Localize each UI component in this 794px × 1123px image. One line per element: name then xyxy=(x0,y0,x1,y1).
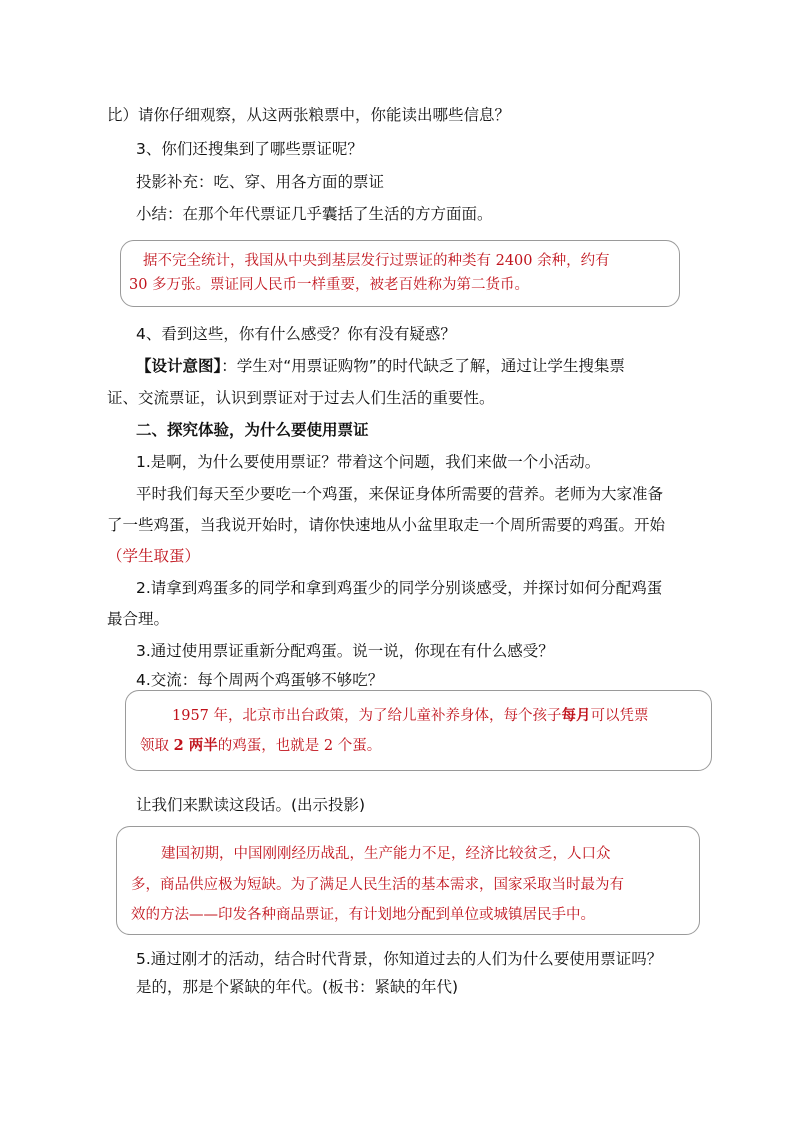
quote-box-history-line-2: 多，商品供应极为短缺。为了满足人民生活的基本需求，国家采取当时最为有 xyxy=(131,877,624,893)
text-line-5: 4、看到这些，你有什么感受？你有没有疑惑？ xyxy=(136,325,456,343)
quote-box-policy-line-1-part-1: 1957 年，北京市出台政策，为了给儿童补养身体，每个孩子 xyxy=(172,708,562,724)
quote-box-policy xyxy=(125,690,712,771)
quote-box-policy-line-2-part-1: 领取 xyxy=(140,738,174,754)
quote-box-history-line-3: 效的方法——印发各种商品票证，有计划地分配到单位或城镇居民手中。 xyxy=(131,907,595,923)
quote-box-policy-line-1-emphasis: 每月 xyxy=(561,707,591,724)
text-line-18: 5.通过刚才的活动，结合时代背景，你知道过去的人们为什么要使用票证吗？ xyxy=(136,950,663,968)
quote-box-policy-line-2 xyxy=(140,735,381,757)
quote-box-policy-line-2-emphasis: 2 两半 xyxy=(173,737,218,754)
text-line-9: 平时我们每天至少要吃一个鸡蛋，来保证身体所需要的营养。老师为大家准备 xyxy=(136,485,664,503)
text-line-12: 2.请拿到鸡蛋多的同学和拿到鸡蛋少的同学分别谈感受，并探讨如何分配鸡蛋 xyxy=(136,579,663,597)
quote-box-statistics-line-2: 30 多万张。票证同人民币一样重要，被老百姓称为第二货币。 xyxy=(129,277,530,293)
design-intent-line xyxy=(136,355,625,377)
quote-box-policy-line-1-part-3: 可以凭票 xyxy=(590,708,649,724)
design-intent-label: 【设计意图】 xyxy=(136,357,222,375)
quote-box-policy-line-2-part-3: 的鸡蛋，也就是 2 个蛋。 xyxy=(217,738,382,754)
quote-box-history xyxy=(116,826,700,935)
text-line-7: 证、交流票证，认识到票证对于过去人们生活的重要性。 xyxy=(107,389,495,407)
text-line-1: 比）请你仔细观察，从这两张粮票中，你能读出哪些信息？ xyxy=(107,106,511,124)
quote-box-history-line-1: 建国初期，中国刚刚经历战乱，生产能力不足，经济比较贫乏，人口众 xyxy=(161,846,611,862)
quote-box-statistics-line-1: 据不完全统计，我国从中央到基层发行过票证的种类有 2400 余种，约有 xyxy=(143,253,610,269)
text-line-3: 投影补充：吃、穿、用各方面的票证 xyxy=(136,173,385,191)
text-line-17: 让我们来默读这段话。(出示投影) xyxy=(136,796,366,814)
text-line-14: 3.通过使用票证重新分配鸡蛋。说一说，你现在有什么感受？ xyxy=(136,642,554,660)
text-line-10: 了一些鸡蛋，当我说开始时，请你快速地从小盆里取走一个周所需要的鸡蛋。开始 xyxy=(107,516,666,534)
text-line-19: 是的，那是个紧缺的年代。(板书：紧缺的年代) xyxy=(136,978,459,996)
student-action-note: （学生取蛋） xyxy=(107,547,201,565)
text-line-13: 最合理。 xyxy=(107,610,170,628)
section-heading: 二、探究体验，为什么要使用票证 xyxy=(136,421,369,439)
quote-box-statistics xyxy=(120,240,680,307)
quote-box-policy-line-1 xyxy=(172,705,649,727)
text-line-2: 3、你们还搜集到了哪些票证呢？ xyxy=(136,140,363,158)
text-line-8: 1.是啊，为什么要使用票证？带着这个问题，我们来做一个小活动。 xyxy=(136,453,601,471)
text-line-4: 小结：在那个年代票证几乎囊括了生活的方方面面。 xyxy=(136,205,493,223)
design-intent-text: ：学生对“用票证购物”的时代缺乏了解，通过让学生搜集票 xyxy=(221,357,625,375)
text-line-15: 4.交流：每个周两个鸡蛋够不够吃？ xyxy=(136,671,384,689)
